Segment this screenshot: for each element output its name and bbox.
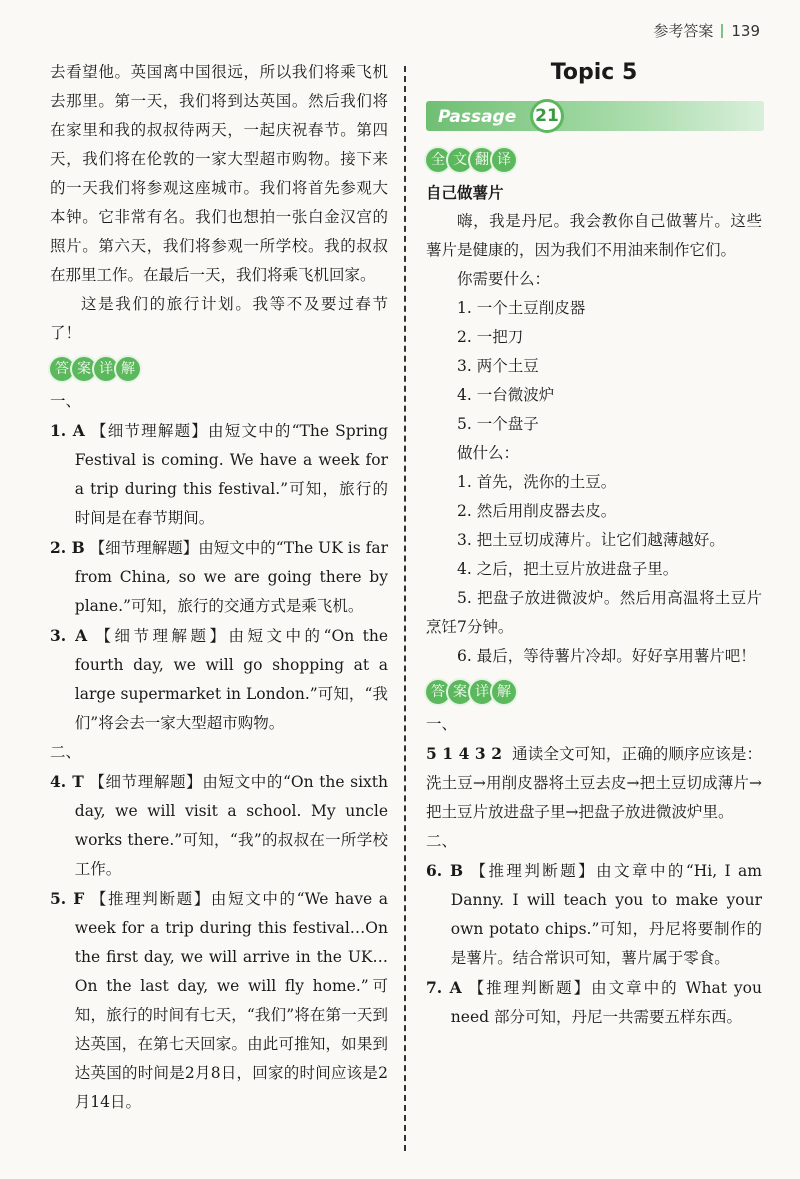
answer-item: 6. B 【推理判断题】由文章中的“Hi, I am Danny. I will teach you to make your own potato chips.”可知，丹尼将要制作的是薯片。结合常识可知，薯片属于零食。 — [426, 861, 762, 967]
step-item: 1. 首先，洗你的土豆。 — [457, 473, 617, 491]
answer-item: 4. T 【细节理解题】由短文中的“On the sixth day, we will visit a school. My uncle works there.”可知，“我”的叔叔在一所学校工作。 — [50, 772, 389, 878]
step-item: 2. 然后用削皮器去皮。 — [457, 502, 617, 520]
step-item: 3. 把土豆切成薄片。让它们越薄越好。 — [457, 531, 725, 549]
need-item: 1. 一个土豆削皮器 — [457, 299, 586, 317]
part-one-heading: 一、 — [426, 715, 458, 733]
left-column — [50, 58, 388, 1117]
answer-item: 7. A 【推理判断题】由文章中的 What you need 部分可知，丹尼一共需要五样东西。 — [426, 978, 762, 1026]
answer-item: 3. A 【细节理解题】由短文中的“On the fourth day, we will go shopping at a large supermarket in London.”可知，“我们”将会去一家大型超市购物。 — [50, 626, 388, 732]
answer-explanation-badge: 答 案 详 解 — [426, 677, 514, 706]
step-item: 5. 把盘子放进微波炉。然后用高温将土豆片烹饪7分钟。 — [426, 589, 762, 636]
need-item: 2. 一把刀 — [457, 328, 524, 346]
part-one-heading: 一、 — [50, 392, 82, 410]
need-heading: 你需要什么： — [457, 270, 551, 288]
answer-item: 5. F 【推理判断题】由短文中的“We have a week for a trip during this festival…On the first day, we will arrive in the UK…On the last day, we will fly home.”可知，旅行的时间有七天，“我们”将在第一天到达英国，在第七天回家。由此可推知，如果到达英国的时间是2月8日，回家的时间应该是2月14日。 — [50, 889, 389, 1111]
passage-banner — [426, 99, 762, 133]
full-translation-badge: 全 文 翻 译 — [426, 145, 514, 174]
answer-item: 2. B 【细节理解题】由短文中的“The UK is far from China, so we are going there by plane.”可知，旅行的交通方式是乘飞机。 — [50, 538, 388, 615]
need-item: 3. 两个土豆 — [457, 357, 539, 375]
answer-item: 1. A 【细节理解题】由短文中的“The Spring Festival is coming. We have a week for a trip during this festival.”可知，旅行的时间是在春节期间。 — [50, 421, 388, 527]
passage-label: Passage — [438, 107, 517, 127]
step-item: 4. 之后，把土豆片放进盘子里。 — [457, 560, 679, 578]
need-item: 4. 一台微波炉 — [457, 386, 555, 404]
header-section: 参考答案 — [653, 22, 714, 40]
header-separator — [721, 24, 723, 38]
need-item: 5. 一个盘子 — [457, 415, 539, 433]
right-column — [426, 58, 762, 1032]
answer-explanation-badge: 答 案 详 解 — [50, 354, 138, 383]
intro-paragraph: 去看望他。英国离中国很远，所以我们将乘飞机去那里。第一天，我们将到达英国。然后我们将在家里和我的叔叔待两天，一起庆祝春节。第四天，我们将在伦敦的一家大型超市购物。接下来的一天我们将参观这座城市。我们将首先参观大本钟。它非常有名。我们也想拍一张白金汉宫的照片。第六天，我们将参观一所学校。我的叔叔在那里工作。在最后一天，我们将乘飞机回家。 — [50, 63, 388, 284]
part-two-heading: 二、 — [426, 832, 458, 850]
topic-title: Topic 5 — [550, 60, 638, 85]
intro-paragraph: 这是我们的旅行计划。我等不及要过春节了！ — [50, 295, 388, 342]
translation-intro: 嗨，我是丹尼。我会教你自己做薯片。这些薯片是健康的，因为我们不用油来制作它们。 — [426, 212, 762, 259]
order-answer: 5 1 4 3 2 通读全文可知，正确的顺序应该是：洗土豆→用削皮器将土豆去皮→把土豆切成薄片→把土豆片放进盘子里→把盘子放进微波炉里。 — [426, 744, 762, 821]
page-number: 139 — [731, 22, 760, 40]
column-divider — [404, 66, 406, 1151]
translation-title: 自己做薯片 — [426, 183, 504, 202]
passage-number: 21 — [530, 99, 564, 133]
page-header — [653, 20, 760, 41]
step-item: 6. 最后，等待薯片冷却。好好享用薯片吧！ — [457, 647, 756, 665]
do-heading: 做什么： — [457, 444, 520, 462]
part-two-heading: 二、 — [50, 743, 82, 761]
